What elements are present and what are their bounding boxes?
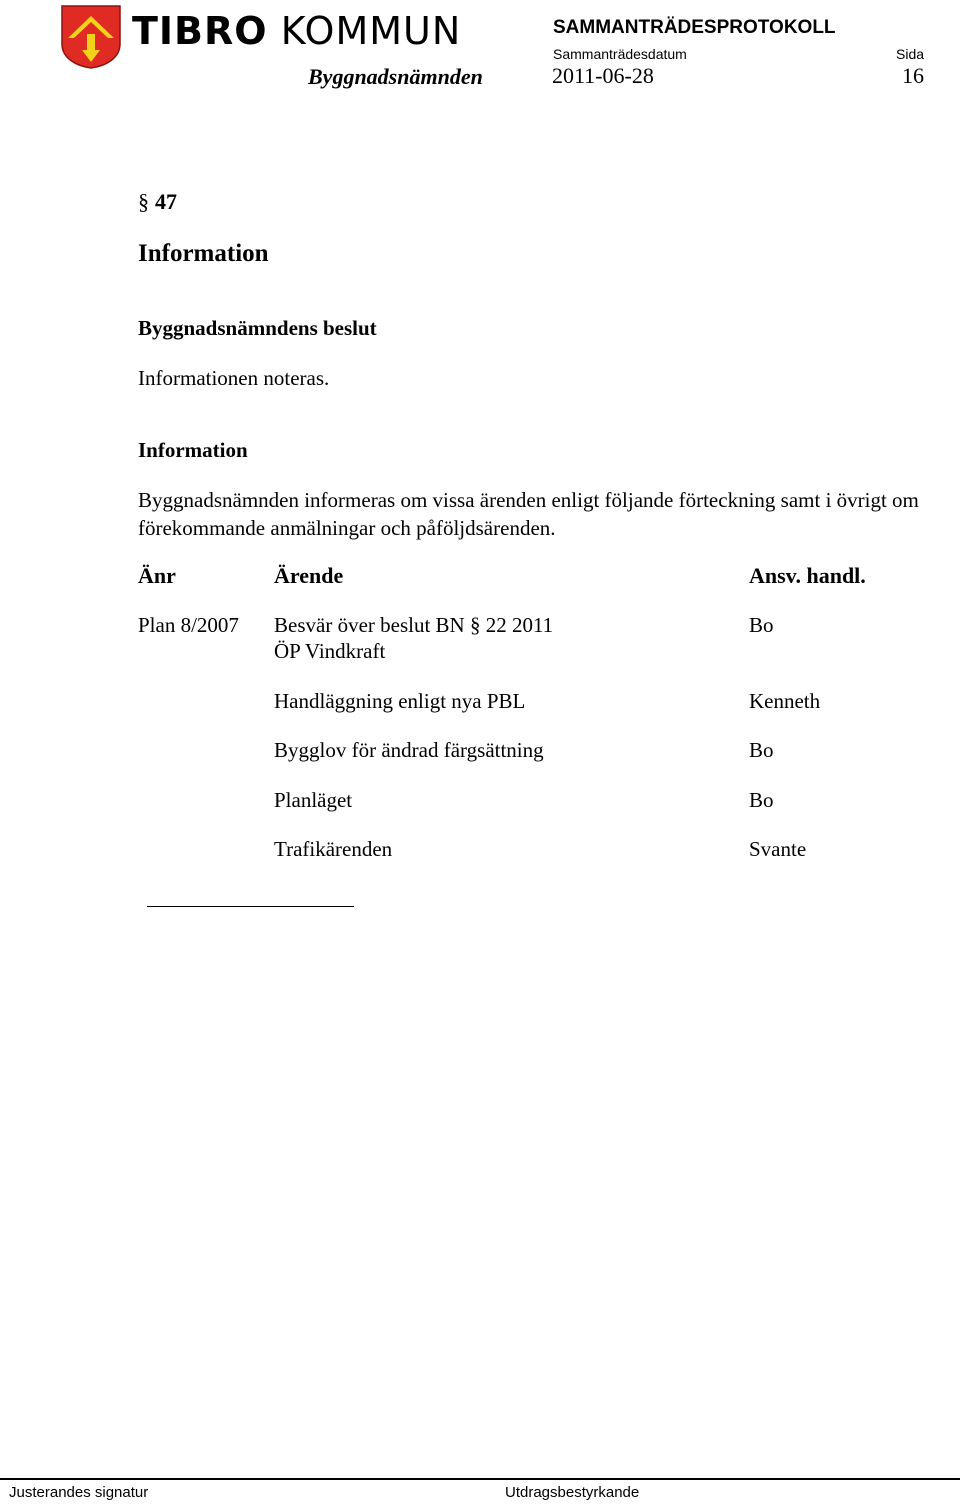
municipality-shield-icon bbox=[60, 4, 122, 70]
decision-heading: Byggnadsnämndens beslut bbox=[138, 316, 377, 340]
municipality-logo-text bbox=[132, 9, 462, 53]
footer-signature-label: Justerandes signatur bbox=[9, 1484, 149, 1501]
page-label: Sida bbox=[896, 46, 925, 62]
footer-divider bbox=[0, 1478, 960, 1480]
logo-name-bold: TIBRO bbox=[132, 9, 268, 53]
protocol-title: SAMMANTRÄDESPROTOKOLL bbox=[553, 17, 836, 38]
meeting-date: 2011-06-28 bbox=[552, 63, 654, 88]
table-cell-ansv: Bo bbox=[749, 613, 774, 637]
logo-name-light: KOMMUN bbox=[280, 9, 462, 53]
paragraph-number-value: 47 bbox=[155, 189, 177, 214]
meeting-date-label: Sammanträdesdatum bbox=[553, 46, 687, 62]
paragraph-number bbox=[138, 189, 177, 215]
department-name: Byggnadsnämnden bbox=[308, 64, 483, 89]
table-cell-anr: Plan 8/2007 bbox=[138, 613, 239, 637]
info-heading: Information bbox=[138, 438, 248, 462]
column-header-ansv: Ansv. handl. bbox=[749, 563, 866, 588]
table-cell-ansv: Bo bbox=[749, 738, 774, 762]
column-header-anr: Änr bbox=[138, 563, 176, 588]
signature-line bbox=[147, 906, 354, 907]
table-cell-ansv: Kenneth bbox=[749, 689, 821, 713]
table-cell-ansv: Bo bbox=[749, 788, 774, 812]
footer-certification-label: Utdragsbestyrkande bbox=[505, 1484, 640, 1501]
table-cell-arende: Besvär över beslut BN § 22 2011 bbox=[274, 613, 554, 637]
column-header-arende: Ärende bbox=[274, 563, 344, 588]
table-cell-arende: Handläggning enligt nya PBL bbox=[274, 689, 526, 713]
section-title: Information bbox=[138, 240, 269, 267]
table-cell-arende: Trafikärenden bbox=[274, 837, 393, 861]
info-text: Byggnadsnämnden informeras om vissa ärenden enligt följande förteckning samt i övrigt om förekommande anmälningar och påföljdsärenden. bbox=[138, 488, 919, 540]
table-cell-arende-line2: ÖP Vindkraft bbox=[274, 639, 386, 663]
table-cell-arende: Bygglov för ändrad färgsättning bbox=[274, 738, 544, 762]
decision-text: Informationen noteras. bbox=[138, 366, 330, 390]
table-cell-ansv: Svante bbox=[749, 837, 807, 861]
page-number: 16 bbox=[902, 63, 924, 88]
table-cell-arende: Planläget bbox=[274, 788, 353, 812]
section-symbol: § bbox=[138, 189, 149, 214]
